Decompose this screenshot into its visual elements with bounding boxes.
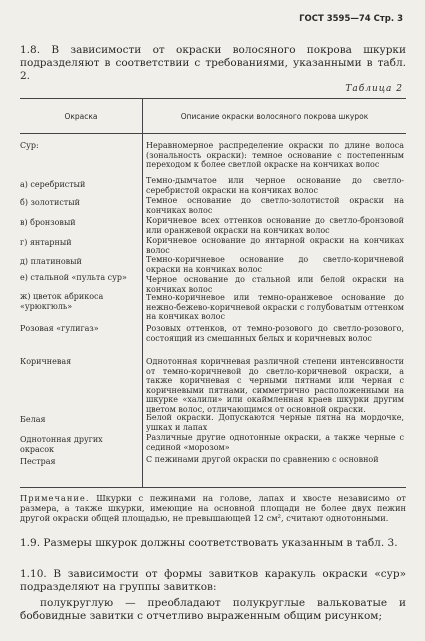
row-label: Однотонная других окрасок	[20, 435, 103, 454]
row-description: Черное основание до стальной или белой окраски на кончиках волос	[146, 275, 404, 294]
row-label: Белая	[20, 415, 46, 424]
row-label: Розовая «гулигаз»	[20, 324, 99, 333]
note-lead: Примечание.	[20, 493, 90, 503]
row-label: а) серебристый	[20, 180, 86, 189]
table-note	[20, 493, 406, 523]
table-header-coloring: Окраска	[64, 111, 98, 121]
table-header-divider	[20, 133, 406, 134]
table-header-description: Описание окраски волосяного покрова шкурок	[180, 111, 369, 121]
row-description: Розовых оттенков, от темно-розового до светло-розового, состоящий из смешанных белых и коричневых волос	[146, 324, 404, 343]
row-label: в) бронзовый	[20, 218, 76, 227]
paragraph-semicircular: полукруглую — преобладают полукруглые вальковатые и бобовидные завитки с отчетливо выраженным общим рисунком;	[20, 597, 406, 622]
row-label: Сур:	[20, 141, 39, 150]
paragraph-1-8: 1.8. В зависимости от окраски волосяного покрова шкурки подразделяют в соответствии с требованиями, указанными в табл. 2.	[20, 44, 406, 82]
row-label: г) янтарный	[20, 238, 72, 247]
paragraph-1-9: 1.9. Размеры шкурок должны соответствовать указанным в табл. 3.	[20, 537, 398, 549]
row-description: Коричневое основание до янтарной окраски на кончиках волос	[146, 236, 404, 255]
row-label: д) платиновый	[20, 257, 82, 266]
paragraph-1-10: 1.10. В зависимости от формы завитков каракуль окраски «сур» подразделяют на группы завитков:	[20, 568, 406, 593]
row-label: Коричневая	[20, 357, 72, 366]
row-description: Различные другие однотонные окраски, а также черные с сединой «морозом»	[146, 433, 404, 452]
note-text: Шкурки с пежинами на голове, лапах и хвосте независимо от размера, а также шкурки, имеющие на основной площади не более двух пежин другой окраски общей площадью, не превышающей 12 см², считают однотонными.	[20, 493, 407, 523]
row-label: б) золотистый	[20, 198, 80, 207]
table-2	[20, 98, 406, 488]
row-description: Коричневое всех оттенков основание до светло-бронзовой или оранжевой окраски на кончиках волос	[146, 216, 404, 235]
row-label: Пестрая	[20, 457, 56, 466]
row-description: Однотонная коричневая различной степени интенсивности от темно-коричневой до светло-коричневой окраски, а также коричневая с черными пятнами или черная с коричневыми пятнами, симметрично расположенными на шкурке «халили» или окаймленная краев шкурки другим цветом волос, отличающимся от основной окраски.	[146, 357, 404, 414]
table-column-divider	[142, 99, 143, 487]
row-description: Неравномерное распределение окраски по длине волоса (зональность окраски): темное основание с постепенным переходом к более светлой окраске на кончиках волос	[146, 141, 404, 170]
row-description: Белой окраски. Допускаются черные пятна на мордочке, ушках и лапах	[146, 413, 404, 432]
row-description: Темно-коричневое или темно-оранжевое основание до нежно-бежево-коричневой окраски с голубоватым оттенком на кончиках волос	[146, 293, 404, 322]
row-label: ж) цветок абрикоса «урюкгюль»	[20, 292, 104, 311]
row-description: Темно-дымчатое или черное основание до светло-серебристой окраски на кончиках волос	[146, 176, 404, 195]
page-header: ГОСТ 3595—74 Стр. 3	[299, 14, 403, 24]
row-label: е) стальной «пульта сур»	[20, 273, 127, 282]
table-caption: Таблица 2	[345, 84, 403, 94]
row-description: С пежинами другой окраски по сравнению с основной	[146, 455, 379, 464]
row-description: Темно-коричневое основание до светло-коричневой окраски на кончиках волос	[146, 255, 404, 274]
row-description: Темное основание до светло-золотистой окраски на кончиках волос	[146, 196, 404, 215]
